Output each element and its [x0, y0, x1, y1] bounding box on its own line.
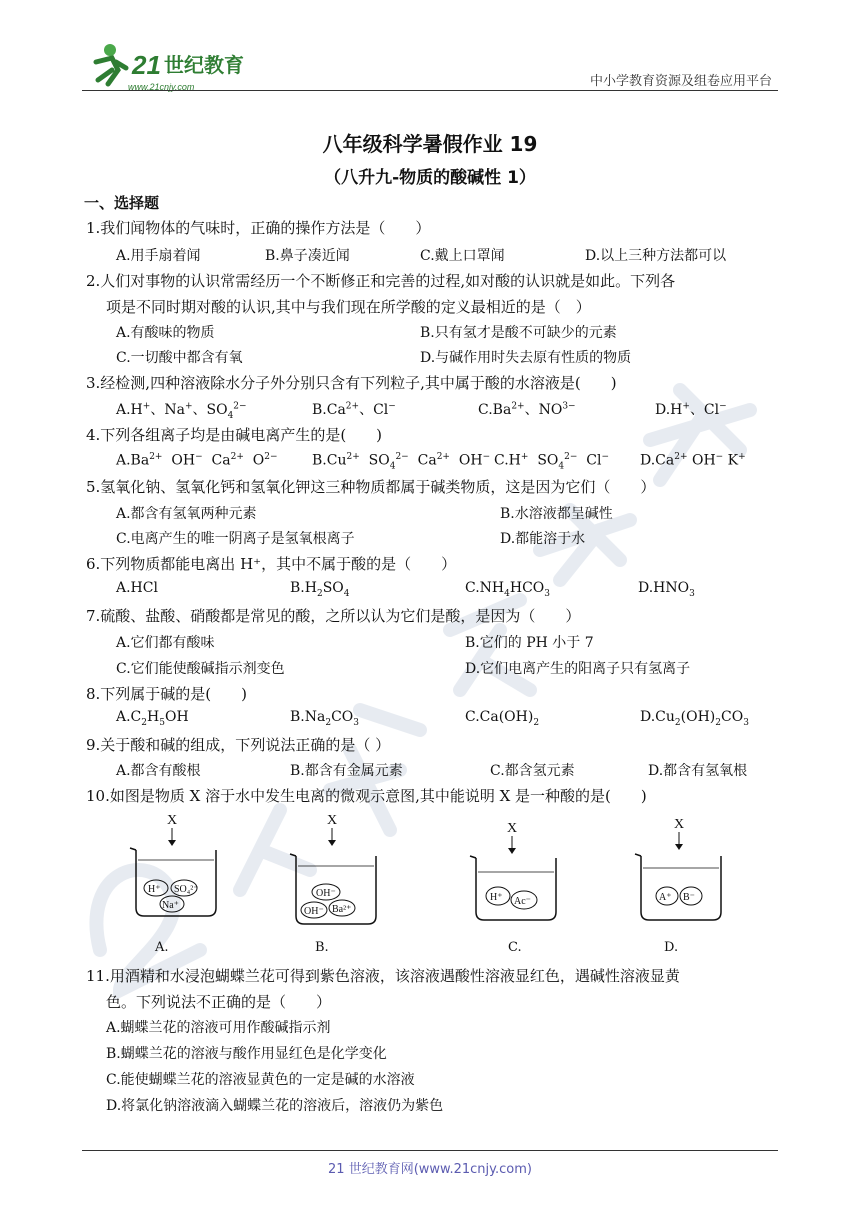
q2-option-a: A.有酸味的物质 — [116, 325, 215, 341]
q5-option-a: A.都含有氢氧两种元素 — [116, 506, 257, 522]
svg-text:OH⁻: OH⁻ — [316, 888, 336, 899]
q4-option-c: C.H+ $SO_4^{2-}$ Cl− — [494, 452, 610, 472]
logo-text: 世纪教育 — [164, 53, 244, 77]
q11-stem-line2: 色。下列说法不正确的是（ ） — [106, 993, 332, 1011]
q7-option-b: B.它们的 PH 小于 7 — [465, 635, 594, 651]
q3-option-c: $C.Ba^{2+}$、$NO^{3-}$ — [478, 401, 576, 418]
page-title: 八年级科学暑假作业 19 — [322, 132, 538, 156]
svg-text:Ba²⁺: Ba²⁺ — [332, 904, 352, 915]
q3-stem: 3.经检测,四种溶液除水分子外分别只含有下列粒子,其中属于酸的水溶液是( ) — [86, 374, 617, 392]
q8-stem: 8.下列属于碱的是( ) — [86, 685, 248, 703]
svg-text:H⁺: H⁺ — [490, 892, 503, 903]
q5-option-b: B.水溶液都呈碱性 — [500, 506, 613, 522]
svg-text:OH⁻: OH⁻ — [304, 906, 324, 917]
beaker-label-c: C. — [508, 940, 522, 955]
footer-link[interactable]: 21 世纪教育网(www.21cnjy.com) — [328, 1162, 532, 1177]
q5-stem: 5.氢氧化钠、氢氧化钙和氢氧化钾这三种物质都属于碱类物质，这是因为它们（ ） — [86, 478, 656, 496]
q8-option-d: $D.Cu_2(OH)_2CO_3$ — [640, 709, 749, 728]
q11-option-a: A.蝴蝶兰花的溶液可用作酸碱指示剂 — [106, 1020, 331, 1036]
q2-stem-line1: 2.人们对事物的认识常需经历一个不断修正和完善的过程,如对酸的认识就是如此。下列各 — [86, 272, 676, 290]
q9-option-d: D.都含有氢氧根 — [648, 763, 748, 779]
site-logo — [88, 40, 278, 100]
q10-stem: 10.如图是物质 X 溶于水中发生电离的微观示意图,其中能说明 X 是一种酸的是( ) — [86, 787, 647, 805]
q11-stem-line1: 11.用酒精和水浸泡蝴蝶兰花可得到紫色溶液，该溶液遇酸性溶液显红色，遇碱性溶液显黄 — [86, 967, 680, 985]
q11-option-b: B.蝴蝶兰花的溶液与酸作用显红色是化学变化 — [106, 1046, 387, 1062]
svg-text:X: X — [167, 813, 178, 828]
svg-text:B⁻: B⁻ — [683, 892, 695, 903]
q7-stem: 7.硫酸、盐酸、硝酸都是常见的酸，之所以认为它们是酸，是因为（ ） — [86, 607, 581, 625]
q9-option-a: A.都含有酸根 — [116, 763, 201, 779]
q9-stem: 9.关于酸和碱的组成，下列说法正确的是（ ） — [86, 736, 391, 754]
q6-option-b: $B.H_2SO_4$ — [290, 580, 350, 599]
beaker-label-b: B. — [315, 940, 329, 955]
q8-option-b: $B.Na_2CO_3$ — [290, 709, 360, 728]
page-subtitle: （八升九-物质的酸碱性 1） — [324, 168, 536, 188]
q1-option-c: C.戴上口罩闻 — [420, 248, 505, 264]
q3-option-d: D.H+、Cl− — [655, 401, 727, 418]
q1-option-d: D.以上三种方法都可以 — [585, 248, 727, 264]
svg-text:A⁺: A⁺ — [659, 892, 672, 903]
q4-option-d: $D.Ca^{2+}$ OH− K+ — [640, 452, 746, 469]
beaker-label-d: D. — [664, 940, 679, 955]
runner-icon — [96, 44, 126, 84]
q10-beaker-figures — [120, 808, 760, 958]
svg-text:SO₄²⁻: SO₄²⁻ — [174, 884, 199, 895]
q9-option-c: C.都含氢元素 — [490, 763, 575, 779]
section-heading: 一、选择题 — [84, 194, 160, 212]
q3-option-a: A.H+、Na+、$SO_4^{2-}$ — [116, 401, 247, 421]
q5-option-d: D.都能溶于水 — [500, 531, 586, 547]
svg-text:X: X — [327, 813, 338, 828]
q8-option-a: $A.C_2H_5OH$ — [116, 709, 189, 728]
q1-option-a: A.用手扇着闻 — [116, 248, 201, 264]
q8-option-c: $C.Ca(OH)_2$ — [465, 709, 540, 728]
q5-option-c: C.电离产生的唯一阴离子是氢氧根离子 — [116, 531, 355, 547]
q7-option-c: C.它们能使酸碱指示剂变色 — [116, 661, 285, 677]
q7-option-d: D.它们电离产生的阳离子只有氢离子 — [465, 661, 691, 677]
svg-text:X: X — [674, 817, 685, 832]
beaker-c — [470, 821, 556, 920]
q6-stem: 6.下列物质都能电离出 H⁺，其中不属于酸的是（ ） — [86, 555, 457, 573]
svg-text:www.21cnjy.com: www.21cnjy.com — [128, 82, 195, 92]
beaker-d — [635, 817, 721, 920]
q1-option-b: B.鼻子凑近闻 — [265, 248, 350, 264]
q9-option-b: B.都含有金属元素 — [290, 763, 403, 779]
q2-option-d: D.与碱作用时失去原有性质的物质 — [420, 350, 632, 366]
svg-text:X: X — [507, 821, 518, 836]
q6-option-a: A.HCl — [116, 580, 158, 596]
q6-option-d: $D.HNO_3$ — [638, 580, 695, 599]
header-divider — [82, 90, 778, 91]
svg-text:Ac⁻: Ac⁻ — [514, 896, 531, 907]
svg-text:21: 21 — [132, 50, 161, 80]
q2-option-b: B.只有氢才是酸不可缺少的元素 — [420, 325, 617, 341]
q2-option-c: C.一切酸中都含有氧 — [116, 350, 243, 366]
platform-name: 中小学教育资源及组卷应用平台 — [589, 74, 772, 89]
beaker-label-a: A. — [155, 940, 169, 955]
beaker-b — [290, 813, 376, 924]
q3-option-b: $B.Ca^{2+}$、Cl− — [312, 401, 396, 418]
q4-option-a: $A.Ba^{2+}$ OH− $Ca^{2+}$ $O^{2-}$ — [116, 452, 278, 469]
q6-option-c: $C.NH_4HCO_3$ — [465, 580, 550, 599]
q2-stem-line2: 项是不同时期对酸的认识,其中与我们现在所学酸的定义最相近的是（ ） — [106, 298, 591, 316]
q1-stem: 1.我们闻物体的气味时，正确的操作方法是（ ） — [86, 219, 431, 237]
footer-divider — [82, 1150, 778, 1151]
q11-option-d: D.将氯化钠溶液滴入蝴蝶兰花的溶液后，溶液仍为紫色 — [106, 1098, 444, 1114]
q7-option-a: A.它们都有酸味 — [116, 635, 215, 651]
q4-stem: 4.下列各组离子均是由碱电离产生的是( ) — [86, 426, 383, 444]
svg-text:H⁺: H⁺ — [148, 884, 161, 895]
q11-option-c: C.能使蝴蝶兰花的溶液显黄色的一定是碱的水溶液 — [106, 1072, 415, 1088]
svg-text:Na⁺: Na⁺ — [162, 900, 179, 911]
beaker-a — [130, 813, 216, 916]
q4-option-b: $B.Cu^{2+}$ $SO_4^{2-}$ $Ca^{2+}$ OH− — [312, 452, 491, 472]
